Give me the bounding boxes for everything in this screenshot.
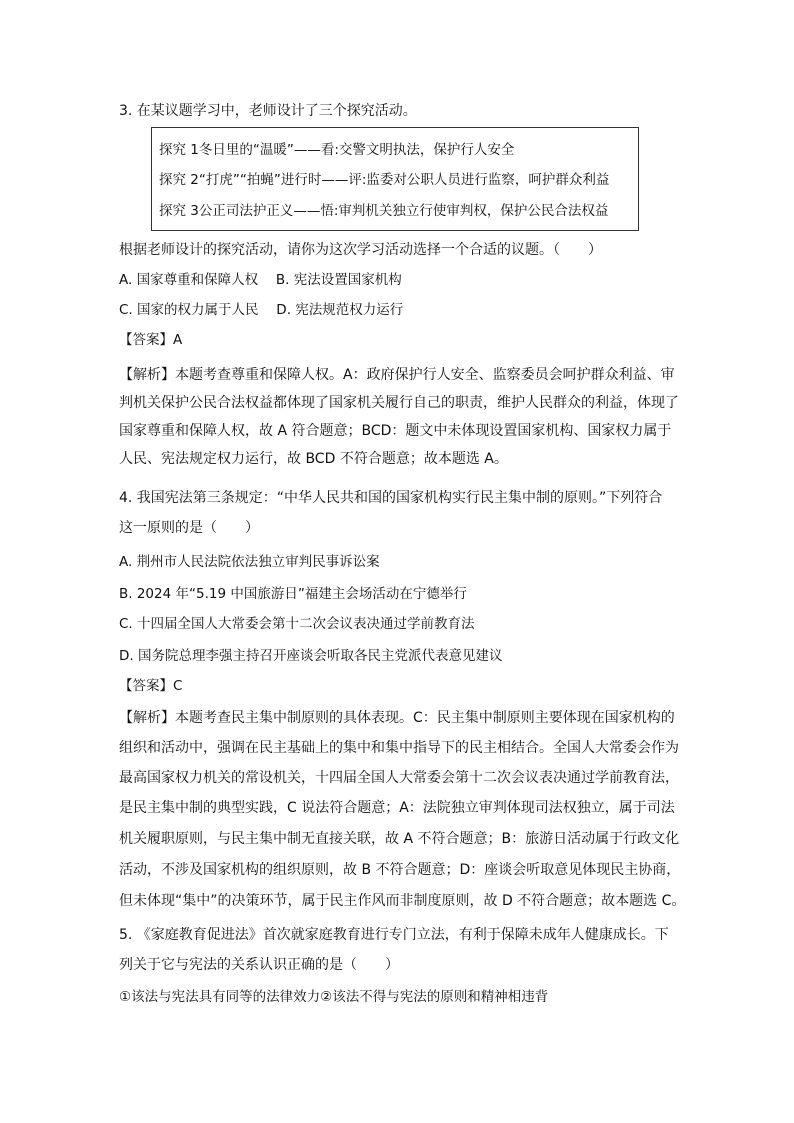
q3-analysis-line: 人民、宪法规定权力运行，故 BCD 不符合题意；故本题选 A。 <box>119 451 508 467</box>
q4-option-a: A. 荆州市人民法院依法独立审判民事诉讼案 <box>119 554 380 570</box>
q4-answer: 【答案】C <box>119 678 183 694</box>
q3-activity-1: 探究 1冬日里的“温暖”——看:交警文明执法，保护行人安全 <box>159 142 515 158</box>
q4-option-c: C. 十四届全国人大常委会第十二次会议表决通过学前教育法 <box>119 616 475 632</box>
q3-options-row2: C. 国家的权力属于人民 D. 宪法规范权力运行 <box>119 302 404 318</box>
q3-activity-2: 探究 2“打虎”“拍蝇”进行时——评:监委对公职人员进行监察，呵护群众利益 <box>159 172 610 188</box>
q4-analysis-line: 机关履职原则，与民主集中制无直接关联，故 A 不符合题意；B：旅游日活动属于行政文化 <box>119 831 680 847</box>
q4-analysis-line: 【解析】本题考查民主集中制原则的具体表现。C：民主集中制原则主要体现在国家机构的 <box>119 710 675 726</box>
q4-analysis-line: 组织和活动中，强调在民主基础上的集中和集中指导下的民主相结合。全国人大常委会作为 <box>119 740 679 756</box>
q4-stem-line: 4. 我国宪法第三条规定：“中华人民共和国的国家机构实行民主集中制的原则。”下列符合 <box>119 490 663 506</box>
q3-analysis-line: 判机关保护公民合法权益都体现了国家机关履行自己的职责，维护人民群众的利益，体现了 <box>119 395 679 411</box>
q4-analysis-line: 活动，不涉及国家机构的组织原则，故 B 不符合题意；D：座谈会听取意见体现民主协商， <box>119 862 681 878</box>
q3-answer: 【答案】A <box>119 332 183 348</box>
q4-analysis-line: 是民主集中制的典型实践，C 说法符合题意；A：法院独立审判体现司法权独立，属于司法 <box>119 800 675 816</box>
q3-analysis-line: 国家尊重和保障人权，故 A 符合题意；BCD：题文中未体现设置国家机构、国家权力属于 <box>119 423 672 439</box>
q5-option-line: ①该法与宪法具有同等的法律效力②该法不得与宪法的原则和精神相违背 <box>119 989 549 1005</box>
q4-option-b: B. 2024 年“5.19 中国旅游日”福建主会场活动在宁德举行 <box>119 586 467 602</box>
q3-activity-box <box>151 127 639 231</box>
q5-stem-line: 列关于它与宪法的关系认识正确的是（ ） <box>119 957 399 973</box>
q3-stem: 3. 在某议题学习中，老师设计了三个探究活动。 <box>119 103 417 119</box>
q3-options-row1: A. 国家尊重和保障人权 B. 宪法设置国家机构 <box>119 272 402 288</box>
q4-analysis-line: 但未体现“集中”的决策环节，属于民主作风而非制度原则，故 D 不符合题意；故本题选 C。 <box>119 893 686 909</box>
q3-analysis-line: 【解析】本题考查尊重和保障人权。A：政府保护行人安全、监察委员会呵护群众利益、审 <box>119 367 675 383</box>
q4-analysis-line: 最高国家权力机关的常设机关，十四届全国人大常委会第十二次会议表决通过学前教育法， <box>119 770 679 786</box>
q4-stem-line: 这一原则的是（ ） <box>119 520 259 536</box>
q5-stem-line: 5. 《家庭教育促进法》首次就家庭教育进行专门立法，有利于保障未成年人健康成长。下 <box>119 927 669 943</box>
q3-question: 根据老师设计的探究活动，请你为这次学习活动选择一个合适的议题。（ ） <box>119 242 602 258</box>
q4-option-d: D. 国务院总理李强主持召开座谈会听取各民主党派代表意见建议 <box>119 648 503 664</box>
q3-activity-3: 探究 3公正司法护正义——悟:审判机关独立行使审判权，保护公民合法权益 <box>159 203 609 219</box>
